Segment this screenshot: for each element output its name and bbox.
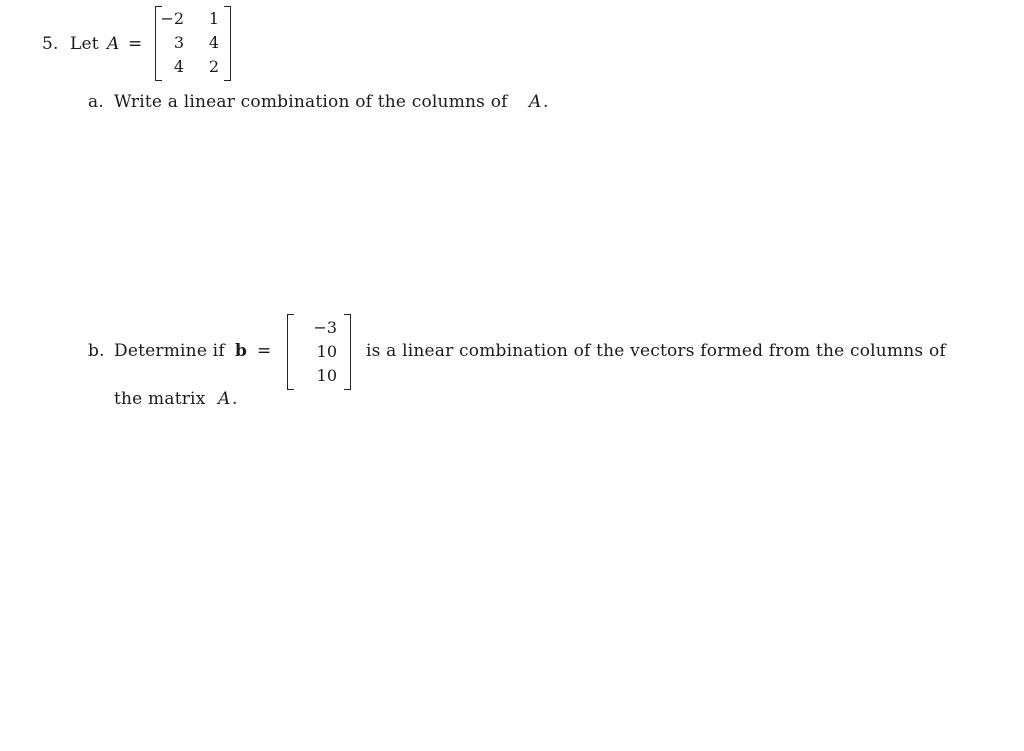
part-b-label: b. — [88, 341, 105, 361]
part-b-equals: = — [257, 341, 272, 361]
part-b-continuation: the matrix — [114, 389, 206, 409]
vector-right-bracket — [344, 314, 351, 390]
matrix-cell: 4 — [208, 33, 219, 52]
matrix-a — [155, 6, 231, 81]
matrix-cell: 3 — [173, 33, 184, 52]
matrix-cell: 2 — [208, 57, 219, 76]
part-a-symbol: A — [529, 92, 542, 112]
matrix-right-bracket — [224, 6, 231, 81]
part-b-text-before: Determine if — [114, 341, 225, 361]
part-a-period: . — [543, 92, 549, 112]
vector-cell: 10 — [316, 366, 337, 385]
equals-sign: = — [128, 34, 143, 54]
problem-number: 5. — [42, 34, 59, 54]
part-b-period: . — [232, 389, 238, 409]
matrix-cell: 1 — [208, 9, 219, 28]
vector-b — [287, 314, 351, 390]
part-a-text: Write a linear combination of the columns of — [114, 92, 508, 112]
let-text: Let — [70, 34, 99, 54]
matrix-cell: −2 — [160, 9, 184, 28]
matrix-symbol-a: A — [107, 34, 120, 54]
vector-symbol-b: b — [235, 341, 248, 361]
matrix-cell: 4 — [173, 57, 184, 76]
vector-left-bracket — [287, 314, 294, 390]
vector-cell: 10 — [316, 342, 337, 361]
part-b-text-after: is a linear combination of the vectors formed from the columns of — [366, 341, 946, 361]
part-a-label: a. — [88, 92, 104, 112]
part-b-symbol: A — [218, 389, 231, 409]
vector-cell: −3 — [313, 318, 337, 337]
